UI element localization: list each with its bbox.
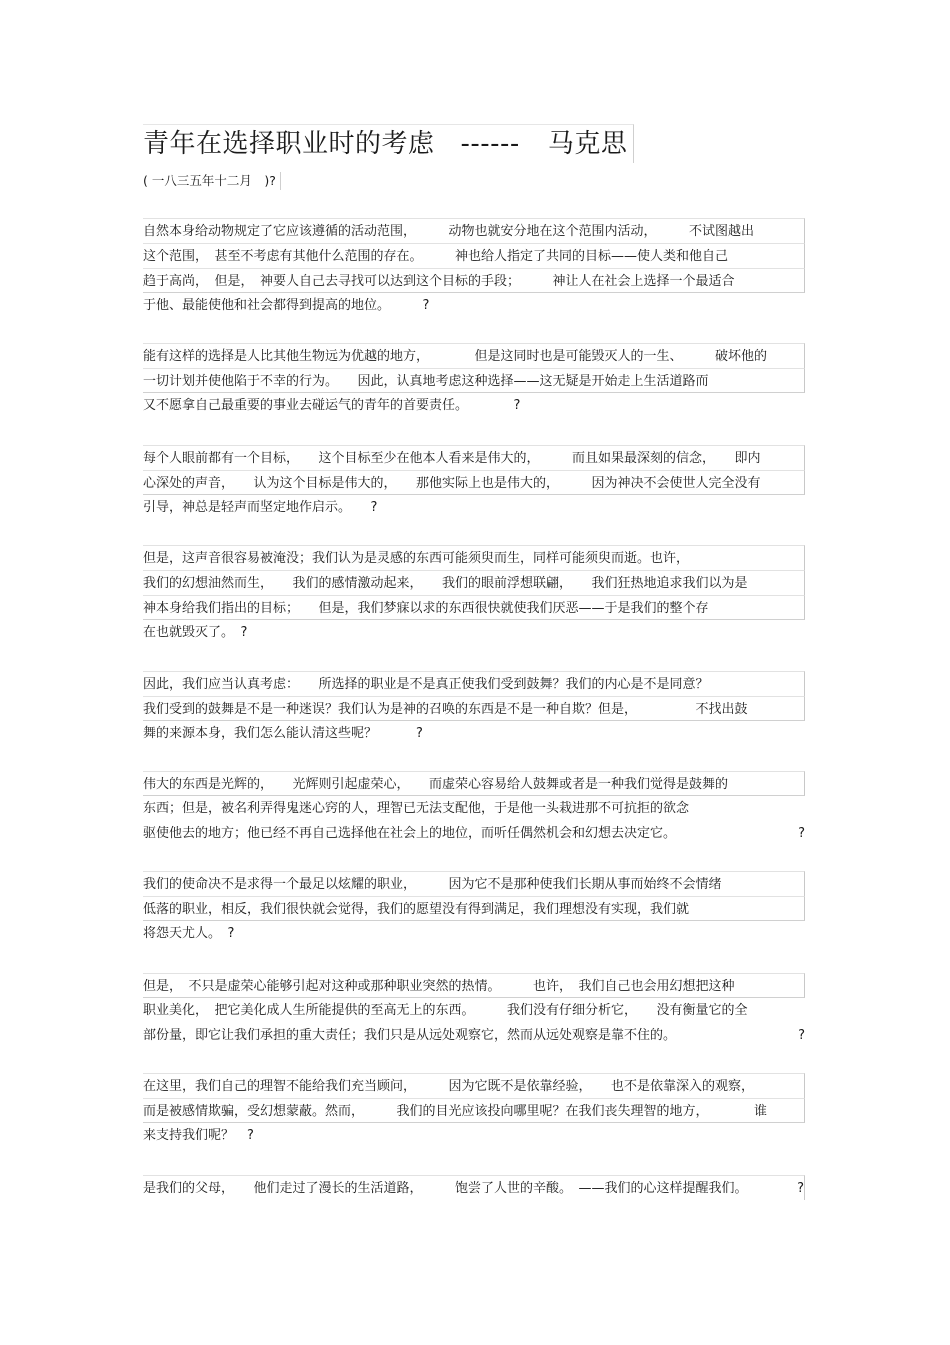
paragraph-line: 伟大的东西是光辉的， 光辉则引起虚荣心， 而虚荣心容易给人鼓舞或者是一种我们觉得是鼓舞的 <box>143 771 805 796</box>
paragraph-line: 心深处的声音， 认为这个目标是伟大的， 那他实际上也是伟大的， 因为神决不会使世人完全没有 <box>143 470 805 495</box>
paragraph-3 <box>143 445 805 520</box>
paragraph-2 <box>143 343 805 418</box>
paragraph-tail-mark: ? <box>797 1181 804 1196</box>
paragraph-line: 在也就毁灭了。 ? <box>143 625 248 640</box>
paragraph-6 <box>143 771 805 846</box>
title-separator: ------ <box>460 129 520 159</box>
document-title <box>143 124 634 163</box>
paragraph-line: 能有这样的选择是人比其他生物远为优越的地方， 但是这同时也是可能毁灭人的一生、 破坏他的 <box>143 343 805 368</box>
paragraph-5 <box>143 671 805 746</box>
paragraph-line: 而是被感情欺骗，受幻想蒙蔽。然而， 我们的目光应该投向哪里呢？在我们丧失理智的地方， 谁 <box>143 1098 805 1123</box>
paragraph-line-text: 是我们的父母， 他们走过了漫长的生活道路， 饱尝了人世的辛酸。 ——我们的心这样提醒我们。 <box>143 1181 748 1196</box>
paragraph-line-text: 部份量，即它让我们承担的重大责任；我们只是从远处观察它，然而从远处观察是靠不住的。 <box>143 1028 677 1043</box>
paragraph-line: 我们的幻想油然而生， 我们的感情激动起来， 我们的眼前浮想联翩， 我们狂热地追求我们以为是 <box>143 570 805 595</box>
paragraph-line: 东西；但是，被名利弄得鬼迷心窍的人，理智已无法支配他，于是他一头栽进那不可抗拒的欲念 <box>143 801 690 816</box>
paragraph-line: 每个人眼前都有一个目标， 这个目标至少在他本人看来是伟大的， 而且如果最深刻的信念， 即内 <box>143 445 805 470</box>
paragraph-9 <box>143 1073 805 1148</box>
paragraph-line <box>143 1023 805 1048</box>
paragraph-tail-mark: ? <box>798 826 805 841</box>
paragraph-line: 我们受到的鼓舞是不是一种迷误？我们认为是神的召唤的东西是不是一种自欺？但是， 不找出鼓 <box>143 696 805 721</box>
document-date: ( 一八三五年十二月 )? <box>143 172 281 190</box>
paragraph-line <box>143 821 805 846</box>
paragraph-line: 趋于高尚， 但是， 神要人自己去寻找可以达到这个目标的手段； 神让人在社会上选择一个最适合 <box>143 268 805 293</box>
paragraph-line: 低落的职业，相反，我们很快就会觉得，我们的愿望没有得到满足，我们理想没有实现，我们就 <box>143 896 805 921</box>
paragraph-line: 于他、最能使他和社会都得到提高的地位。 ? <box>143 298 430 313</box>
paragraph-1 <box>143 218 805 318</box>
paragraph-line: 在这里，我们自己的理智不能给我们充当顾问， 因为它既不是依靠经验， 也不是依靠深入的观察， <box>143 1073 805 1098</box>
paragraph-line: 但是，这声音很容易被淹没；我们认为是灵感的东西可能须臾而生，同样可能须臾而逝。也许， <box>143 545 805 570</box>
paragraph-line: 又不愿拿自己最重要的事业去碰运气的青年的首要责任。 ? <box>143 398 521 413</box>
paragraph-line: 引导，神总是轻声而坚定地作启示。 ? <box>143 500 378 515</box>
paragraph-line-text: 驱使他去的地方；他已经不再自己选择他在社会上的地位，而听任偶然机会和幻想去决定它。 <box>143 826 677 841</box>
paragraph-8 <box>143 973 805 1048</box>
title-main: 青年在选择职业时的考虑 <box>143 129 435 159</box>
paragraph-line: 舞的来源本身，我们怎么能认清这些呢？ ? <box>143 726 423 741</box>
paragraph-tail-mark: ? <box>798 1028 805 1043</box>
paragraph-line: 来支持我们呢？ ? <box>143 1128 254 1143</box>
paragraph-line: 自然本身给动物规定了它应该遵循的活动范围， 动物也就安分地在这个范围内活动， 不试图越出 <box>143 218 805 243</box>
paragraph-line: 我们的使命决不是求得一个最足以炫耀的职业， 因为它不是那种使我们长期从事而始终不会情绪 <box>143 871 805 896</box>
paragraph-7 <box>143 871 805 946</box>
paragraph-line: 一切计划并使他陷于不幸的行为。 因此，认真地考虑这种选择——这无疑是开始走上生活道路而 <box>143 368 805 393</box>
paragraph-line: 将怨天尤人。 ? <box>143 926 235 941</box>
title-author: 马克思 <box>547 129 628 159</box>
paragraph-line: 因此，我们应当认真考虑： 所选择的职业是不是真正使我们受到鼓舞？我们的内心是不是同意？ <box>143 671 805 696</box>
paragraph-line: 这个范围， 甚至不考虑有其他什么范围的存在。 神也给人指定了共同的目标——使人类和他自己 <box>143 243 805 268</box>
paragraph-line: 但是， 不只是虚荣心能够引起对这种或那种职业突然的热情。 也许， 我们自己也会用幻想把这种 <box>143 973 805 998</box>
paragraph-line <box>143 1175 805 1200</box>
paragraph-line: 职业美化， 把它美化成人生所能提供的至高无上的东西。 我们没有仔细分析它， 没有衡量它的全 <box>143 1003 748 1018</box>
paragraph-line: 神本身给我们指出的目标； 但是，我们梦寐以求的东西很快就使我们厌恶——于是我们的整个存 <box>143 595 805 620</box>
paragraph-4 <box>143 545 805 645</box>
paragraph-10 <box>143 1175 805 1200</box>
